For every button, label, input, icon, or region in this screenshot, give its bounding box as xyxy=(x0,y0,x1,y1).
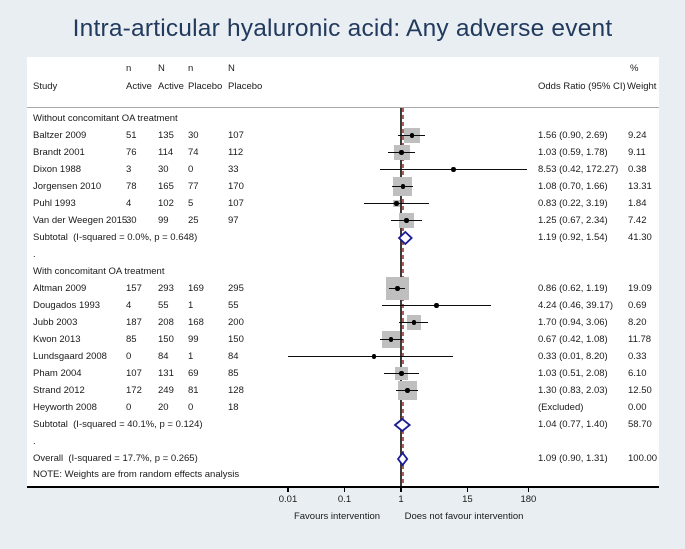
n-placebo-value: 81 xyxy=(188,385,199,396)
col-header-active-2: Active xyxy=(158,81,184,92)
study-name: Van der Weegen 2015 xyxy=(33,215,128,226)
N-placebo-value: 18 xyxy=(228,402,239,413)
pooled-estimate-diamond xyxy=(395,419,410,431)
n-placebo-value: 0 xyxy=(188,164,194,175)
weight-value: 8.20 xyxy=(628,317,647,328)
N-active-value: 102 xyxy=(158,198,174,209)
study-name: Baltzer 2009 xyxy=(33,130,87,141)
study-name: Kwon 2013 xyxy=(33,334,81,345)
N-active-value: 249 xyxy=(158,385,174,396)
N-active-value: 84 xyxy=(158,351,169,362)
odds-ratio-text: 8.53 (0.42, 172.27) xyxy=(538,164,619,175)
N-placebo-value: 33 xyxy=(228,164,239,175)
study-name: Dixon 1988 xyxy=(33,164,82,175)
n-placebo-value: 30 xyxy=(188,130,199,141)
odds-ratio-text: (Excluded) xyxy=(538,402,584,413)
study-row xyxy=(27,314,659,331)
n-active-value: 30 xyxy=(126,215,137,226)
odds-ratio-text: 1.03 (0.51, 2.08) xyxy=(538,368,608,379)
N-active-value: 114 xyxy=(158,147,174,158)
n-active-value: 4 xyxy=(126,198,132,209)
N-placebo-value: 150 xyxy=(228,334,244,345)
subtotal-row xyxy=(27,416,659,433)
N-placebo-value: 112 xyxy=(228,147,244,158)
subtotal-label: Subtotal (I-squared = 0.0%, p = 0.648) xyxy=(33,232,198,243)
subtotal-odds-ratio-text: 1.19 (0.92, 1.54) xyxy=(538,232,608,243)
point-estimate-dot xyxy=(410,133,415,138)
point-estimate-dot xyxy=(451,167,456,172)
N-active-value: 99 xyxy=(158,215,169,226)
study-row xyxy=(27,382,659,399)
study-row xyxy=(27,280,659,297)
chart-title: Intra-articular hyaluronic acid: Any adverse event xyxy=(72,15,613,42)
n-placebo-value: 169 xyxy=(188,283,204,294)
n-placebo-value: 69 xyxy=(188,368,199,379)
overall-weight-value: 100.00 xyxy=(628,453,658,464)
N-placebo-value: 55 xyxy=(228,300,239,311)
odds-ratio-text: 4.24 (0.46, 39.17) xyxy=(538,300,613,311)
n-active-value: 0 xyxy=(126,402,132,413)
N-placebo-value: 85 xyxy=(228,368,239,379)
weight-value: 9.24 xyxy=(628,130,647,141)
n-placebo-value: 74 xyxy=(188,147,199,158)
N-active-value: 135 xyxy=(158,130,174,141)
odds-ratio-text: 1.03 (0.59, 1.78) xyxy=(538,147,608,158)
weight-value: 13.31 xyxy=(628,181,652,192)
col-header-active-1: Active xyxy=(126,81,152,92)
point-estimate-dot xyxy=(405,388,410,393)
col-header-N-placebo-top: N xyxy=(228,63,235,74)
N-active-value: 30 xyxy=(158,164,169,175)
col-header-percent: % xyxy=(630,63,639,74)
n-active-value: 76 xyxy=(126,147,137,158)
odds-ratio-text: 0.86 (0.62, 1.19) xyxy=(538,283,608,294)
col-header-placebo-1: Placebo xyxy=(188,81,223,92)
axis-tick-mark xyxy=(400,486,401,492)
col-header-N-active-top: N xyxy=(158,63,165,74)
point-estimate-dot xyxy=(399,371,404,376)
study-name: Pham 2004 xyxy=(33,368,82,379)
group-label-row xyxy=(27,110,659,127)
N-active-value: 150 xyxy=(158,334,174,345)
point-estimate-dot xyxy=(412,320,417,325)
overall-label: Overall (I-squared = 17.7%, p = 0.265) xyxy=(33,453,198,464)
subtotal-weight-value: 41.30 xyxy=(628,232,652,243)
col-header-weight: Weight xyxy=(627,81,657,92)
n-active-value: 157 xyxy=(126,283,142,294)
n-placebo-value: 77 xyxy=(188,181,199,192)
axis-tick-mark xyxy=(467,486,468,492)
study-name: Jorgensen 2010 xyxy=(33,181,102,192)
N-placebo-value: 84 xyxy=(228,351,239,362)
point-estimate-dot xyxy=(434,303,439,308)
study-row xyxy=(27,297,659,314)
n-active-value: 4 xyxy=(126,300,132,311)
pooled-estimate-diamond xyxy=(399,232,412,244)
study-name: Jubb 2003 xyxy=(33,317,78,328)
col-header-study: Study xyxy=(33,81,58,92)
odds-ratio-text: 1.25 (0.67, 2.34) xyxy=(538,215,608,226)
axis-tick-label: 180 xyxy=(520,494,537,505)
N-placebo-value: 107 xyxy=(228,130,244,141)
N-active-value: 131 xyxy=(158,368,174,379)
weight-value: 7.42 xyxy=(628,215,647,226)
N-placebo-value: 170 xyxy=(228,181,244,192)
spacer-row xyxy=(27,433,659,450)
confidence-interval-line xyxy=(288,356,453,358)
study-row xyxy=(27,195,659,212)
study-name: Heyworth 2008 xyxy=(33,402,97,413)
N-active-value: 20 xyxy=(158,402,169,413)
subtotal-label: Subtotal (I-squared = 40.1%, p = 0.124) xyxy=(33,419,203,430)
study-row xyxy=(27,331,659,348)
N-placebo-value: 107 xyxy=(228,198,244,209)
odds-ratio-text: 1.08 (0.70, 1.66) xyxy=(538,181,608,192)
weight-value: 0.69 xyxy=(628,300,647,311)
plot-panel xyxy=(27,57,659,488)
col-header-odds-ratio: Odds Ratio (95% CI) xyxy=(538,81,626,92)
odds-ratio-text: 0.33 (0.01, 8.20) xyxy=(538,351,608,362)
group-label-row xyxy=(27,263,659,280)
axis-tick-label: 1 xyxy=(398,494,404,505)
study-name: Altman 2009 xyxy=(33,283,87,294)
n-active-value: 3 xyxy=(126,164,132,175)
n-placebo-value: 0 xyxy=(188,402,194,413)
axis-tick-mark xyxy=(528,486,529,492)
N-active-value: 293 xyxy=(158,283,174,294)
group-label: With concomitant OA treatment xyxy=(33,266,165,277)
axis-tick-mark xyxy=(287,486,288,492)
odds-ratio-text: 0.67 (0.42, 1.08) xyxy=(538,334,608,345)
n-placebo-value: 99 xyxy=(188,334,199,345)
weight-value: 11.78 xyxy=(628,334,652,345)
weight-value: 0.38 xyxy=(628,164,647,175)
subtotal-odds-ratio-text: 1.04 (0.77, 1.40) xyxy=(538,419,608,430)
overall-odds-ratio-text: 1.09 (0.90, 1.31) xyxy=(538,453,608,464)
n-active-value: 0 xyxy=(126,351,132,362)
study-row xyxy=(27,348,659,365)
n-placebo-value: 168 xyxy=(188,317,204,328)
point-estimate-dot xyxy=(395,286,400,291)
study-name: Dougados 1993 xyxy=(33,300,101,311)
point-estimate-dot xyxy=(394,201,399,206)
axis-label-does-not-favour: Does not favour intervention xyxy=(404,511,524,522)
axis-tick-label: 0.1 xyxy=(337,494,352,505)
group-label: Without concomitant OA treatment xyxy=(33,113,178,124)
n-placebo-value: 5 xyxy=(188,198,194,209)
study-row xyxy=(27,212,659,229)
col-header-placebo-2: Placebo xyxy=(228,81,263,92)
study-name: Strand 2012 xyxy=(33,385,85,396)
col-header-n-placebo-top: n xyxy=(188,63,194,74)
n-active-value: 78 xyxy=(126,181,137,192)
weight-value: 19.09 xyxy=(628,283,652,294)
n-placebo-value: 1 xyxy=(188,300,194,311)
odds-ratio-text: 1.56 (0.90, 2.69) xyxy=(538,130,608,141)
weight-value: 6.10 xyxy=(628,368,647,379)
n-active-value: 172 xyxy=(126,385,142,396)
col-header-n-active-top: n xyxy=(126,63,132,74)
N-active-value: 165 xyxy=(158,181,174,192)
weight-value: 12.50 xyxy=(628,385,652,396)
spacer-dot: . xyxy=(33,436,36,447)
study-row xyxy=(27,127,659,144)
odds-ratio-text: 1.30 (0.83, 2.03) xyxy=(538,385,608,396)
weight-value: 9.11 xyxy=(628,147,646,158)
n-placebo-value: 1 xyxy=(188,351,194,362)
odds-ratio-text: 1.70 (0.94, 3.06) xyxy=(538,317,608,328)
pooled-estimate-diamond xyxy=(398,453,407,465)
N-active-value: 55 xyxy=(158,300,169,311)
study-name: Lundsgaard 2008 xyxy=(33,351,107,362)
spacer-row xyxy=(27,246,659,263)
study-row xyxy=(27,399,659,416)
point-estimate-dot xyxy=(404,218,409,223)
weights-note: NOTE: Weights are from random effects analysis xyxy=(33,469,240,480)
n-active-value: 187 xyxy=(126,317,142,328)
study-name: Puhl 1993 xyxy=(33,198,76,209)
study-row xyxy=(27,178,659,195)
point-estimate-dot xyxy=(372,354,377,359)
study-name: Brandt 2001 xyxy=(33,147,85,158)
study-row xyxy=(27,365,659,382)
N-placebo-value: 295 xyxy=(228,283,244,294)
n-active-value: 51 xyxy=(126,130,137,141)
axis-tick-mark xyxy=(344,486,345,492)
weight-value: 0.00 xyxy=(628,402,647,413)
spacer-dot: . xyxy=(33,249,36,260)
N-placebo-value: 200 xyxy=(228,317,244,328)
N-active-value: 208 xyxy=(158,317,174,328)
N-placebo-value: 128 xyxy=(228,385,244,396)
point-estimate-dot xyxy=(401,184,406,189)
study-row xyxy=(27,161,659,178)
subtotal-weight-value: 58.70 xyxy=(628,419,652,430)
study-row xyxy=(27,144,659,161)
axis-tick-label: 15 xyxy=(462,494,473,505)
odds-ratio-text: 0.83 (0.22, 3.19) xyxy=(538,198,608,209)
point-estimate-dot xyxy=(399,150,404,155)
axis-label-favours-intervention: Favours intervention xyxy=(293,511,381,522)
n-placebo-value: 25 xyxy=(188,215,199,226)
n-active-value: 85 xyxy=(126,334,137,345)
weight-value: 1.84 xyxy=(628,198,647,209)
n-active-value: 107 xyxy=(126,368,142,379)
axis-tick-label: 0.01 xyxy=(278,494,298,505)
weight-value: 0.33 xyxy=(628,351,647,362)
N-placebo-value: 97 xyxy=(228,215,239,226)
subtotal-row xyxy=(27,229,659,246)
overall-row xyxy=(27,450,659,467)
